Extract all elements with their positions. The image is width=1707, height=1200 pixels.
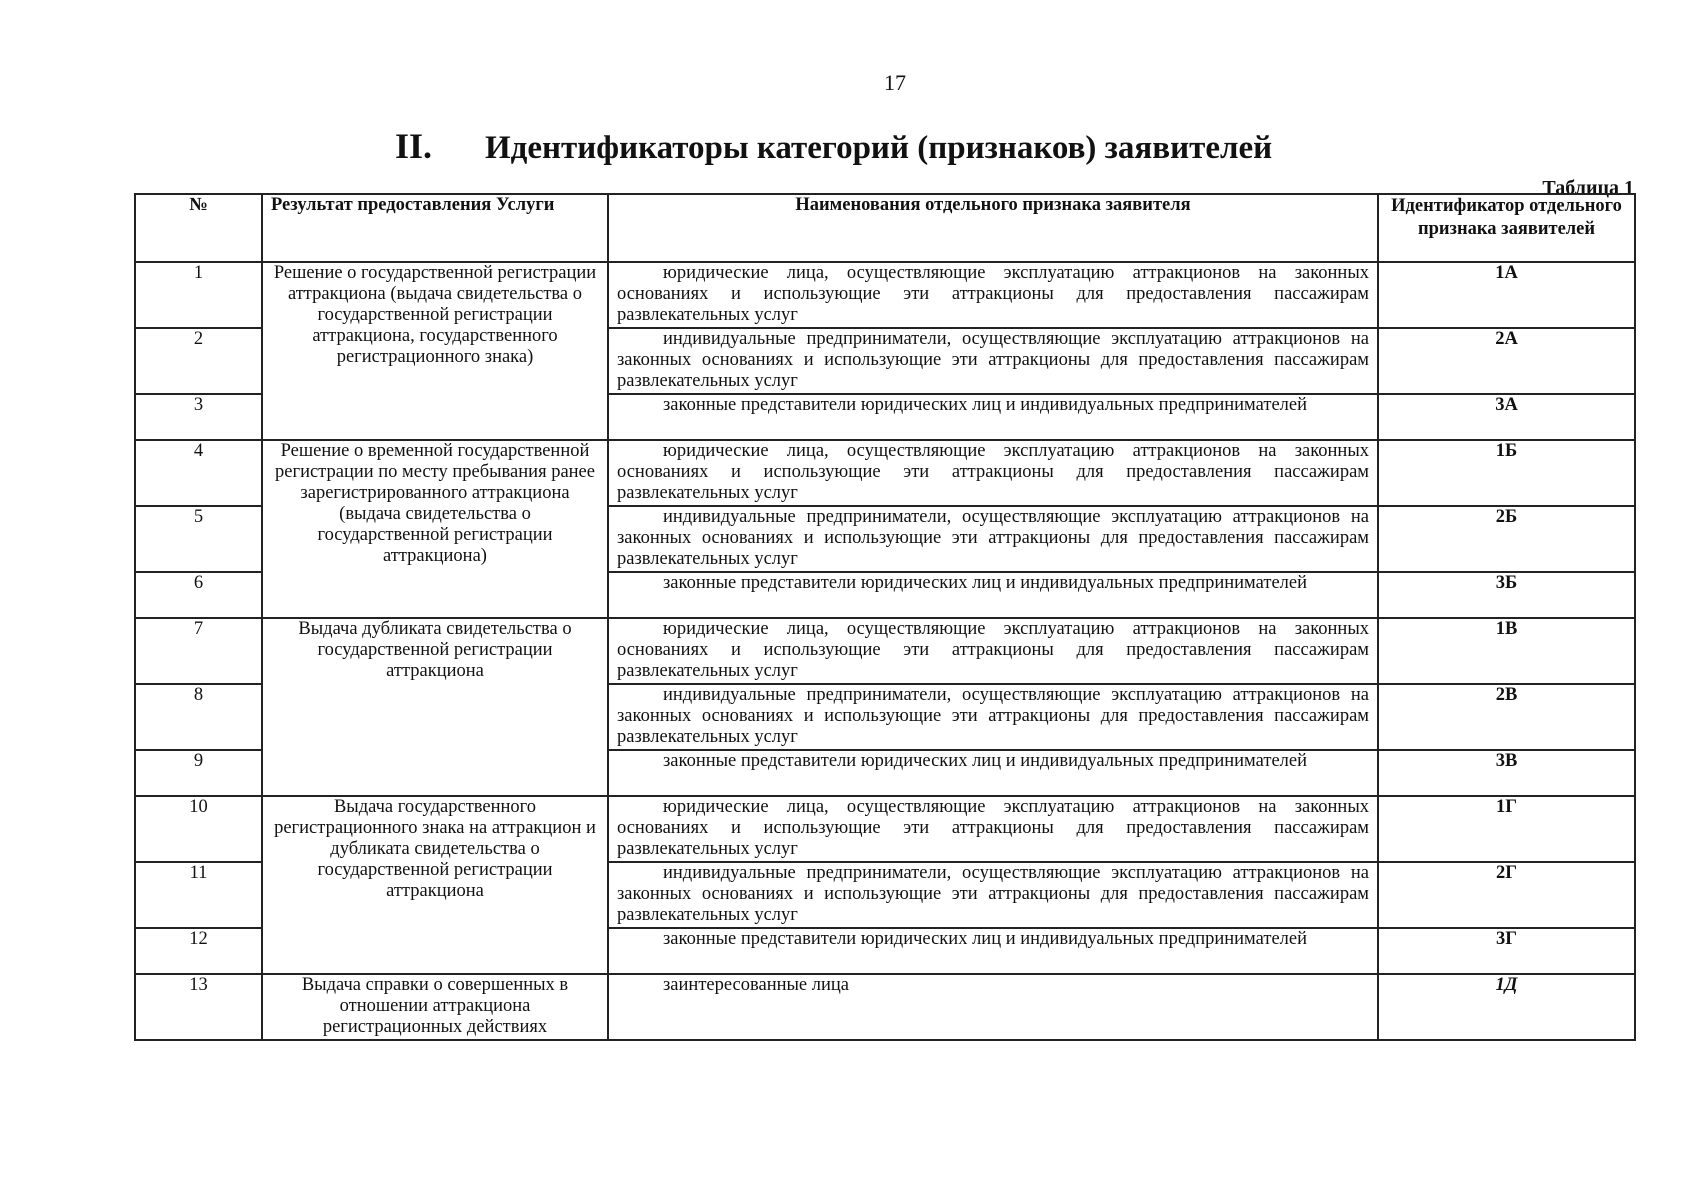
row-number: 11	[135, 862, 262, 928]
feature-identifier: 2Г	[1378, 862, 1635, 928]
applicant-feature	[608, 796, 1378, 862]
applicant-feature	[608, 618, 1378, 684]
feature-identifier: 3А	[1378, 394, 1635, 440]
applicant-feature	[608, 684, 1378, 750]
applicant-feature	[608, 974, 1378, 1040]
row-number: 4	[135, 440, 262, 506]
feature-identifier: 3Г	[1378, 928, 1635, 974]
header-identifier: Идентификатор отдельного признака заявителей	[1378, 194, 1635, 262]
row-number: 9	[135, 750, 262, 796]
applicant-feature	[608, 572, 1378, 618]
feature-identifier: 1Б	[1378, 440, 1635, 506]
service-result: Выдача государственного регистрационного знака на аттракцион и дубликата свидетельства о государственной регистрации аттракциона	[262, 796, 608, 974]
service-result: Решение о временной государственной регистрации по месту пребывания ранее зарегистрированного аттракциона (выдача свидетельства о государственной регистрации аттракциона)	[262, 440, 608, 618]
applicant-feature-text: законные представители юридических лиц и индивидуальных предпринимателей	[663, 573, 1308, 593]
applicant-feature	[608, 928, 1378, 974]
row-number: 12	[135, 928, 262, 974]
applicant-feature-text: юридические лица, осуществляющие эксплуатацию аттракционов на законных основаниях и использующие эти аттракционы для предоставления пассажирам развлекательных услуг	[617, 797, 1369, 859]
applicant-feature-text: законные представители юридических лиц и индивидуальных предпринимателей	[663, 751, 1308, 771]
row-number: 1	[135, 262, 262, 328]
applicant-feature-text: законные представители юридических лиц и индивидуальных предпринимателей	[663, 395, 1308, 415]
applicant-feature	[608, 440, 1378, 506]
applicant-feature-text: юридические лица, осуществляющие эксплуатацию аттракционов на законных основаниях и использующие эти аттракционы для предоставления пассажирам развлекательных услуг	[617, 263, 1369, 325]
section-title: Идентификаторы категорий (признаков) заявителей	[485, 130, 1273, 166]
table-row	[135, 262, 1635, 328]
row-number: 13	[135, 974, 262, 1040]
applicant-feature	[608, 750, 1378, 796]
applicant-feature-text: индивидуальные предприниматели, осуществляющие эксплуатацию аттракционов на законных основаниях и использующие эти аттракционы для предоставления пассажирам развлекательных услуг	[617, 507, 1369, 569]
applicant-feature	[608, 328, 1378, 394]
section-heading	[395, 125, 1272, 167]
applicant-feature-text: юридические лица, осуществляющие эксплуатацию аттракционов на законных основаниях и использующие эти аттракционы для предоставления пассажирам развлекательных услуг	[617, 619, 1369, 681]
table-header-row	[135, 194, 1635, 262]
applicant-feature-text: законные представители юридических лиц и индивидуальных предпринимателей	[663, 929, 1308, 949]
table-row	[135, 796, 1635, 862]
applicant-categories-table	[134, 193, 1636, 1041]
row-number: 2	[135, 328, 262, 394]
page-number: 17	[884, 70, 906, 95]
feature-identifier: 1А	[1378, 262, 1635, 328]
service-result: Решение о государственной регистрации аттракциона (выдача свидетельства о государственной регистрации аттракциона, государственного регистрационного знака)	[262, 262, 608, 440]
feature-identifier: 2Б	[1378, 506, 1635, 572]
applicant-feature-text: индивидуальные предприниматели, осуществляющие эксплуатацию аттракционов на законных основаниях и использующие эти аттракционы для предоставления пассажирам развлекательных услуг	[617, 863, 1369, 925]
row-number: 6	[135, 572, 262, 618]
feature-identifier: 2А	[1378, 328, 1635, 394]
table-label: Таблица 1	[1542, 177, 1634, 199]
service-result: Выдача дубликата свидетельства о государственной регистрации аттракциона	[262, 618, 608, 796]
applicant-feature-text: заинтересованные лица	[663, 975, 850, 995]
header-num: №	[135, 194, 262, 262]
row-number: 5	[135, 506, 262, 572]
table-row	[135, 618, 1635, 684]
feature-identifier: 2В	[1378, 684, 1635, 750]
row-number: 3	[135, 394, 262, 440]
header-applicant-feature: Наименования отдельного признака заявителя	[608, 194, 1378, 262]
applicant-feature-text: индивидуальные предприниматели, осуществляющие эксплуатацию аттракционов на законных основаниях и использующие эти аттракционы для предоставления пассажирам развлекательных услуг	[617, 329, 1369, 391]
row-number: 7	[135, 618, 262, 684]
applicant-feature	[608, 394, 1378, 440]
table-row	[135, 440, 1635, 506]
applicant-feature	[608, 862, 1378, 928]
feature-identifier: 1Г	[1378, 796, 1635, 862]
row-number: 10	[135, 796, 262, 862]
feature-identifier: 1Д	[1378, 974, 1635, 1040]
feature-identifier: 3Б	[1378, 572, 1635, 618]
service-result: Выдача справки о совершенных в отношении аттракциона регистрационных действиях	[262, 974, 608, 1040]
section-roman-numeral: II.	[395, 126, 433, 166]
applicant-feature	[608, 262, 1378, 328]
table-row	[135, 974, 1635, 1040]
row-number: 8	[135, 684, 262, 750]
applicant-feature-text: индивидуальные предприниматели, осуществляющие эксплуатацию аттракционов на законных основаниях и использующие эти аттракционы для предоставления пассажирам развлекательных услуг	[617, 685, 1369, 747]
feature-identifier: 3В	[1378, 750, 1635, 796]
feature-identifier: 1В	[1378, 618, 1635, 684]
applicant-feature	[608, 506, 1378, 572]
applicant-feature-text: юридические лица, осуществляющие эксплуатацию аттракционов на законных основаниях и использующие эти аттракционы для предоставления пассажирам развлекательных услуг	[617, 441, 1369, 503]
header-result: Результат предоставления Услуги	[262, 194, 608, 262]
